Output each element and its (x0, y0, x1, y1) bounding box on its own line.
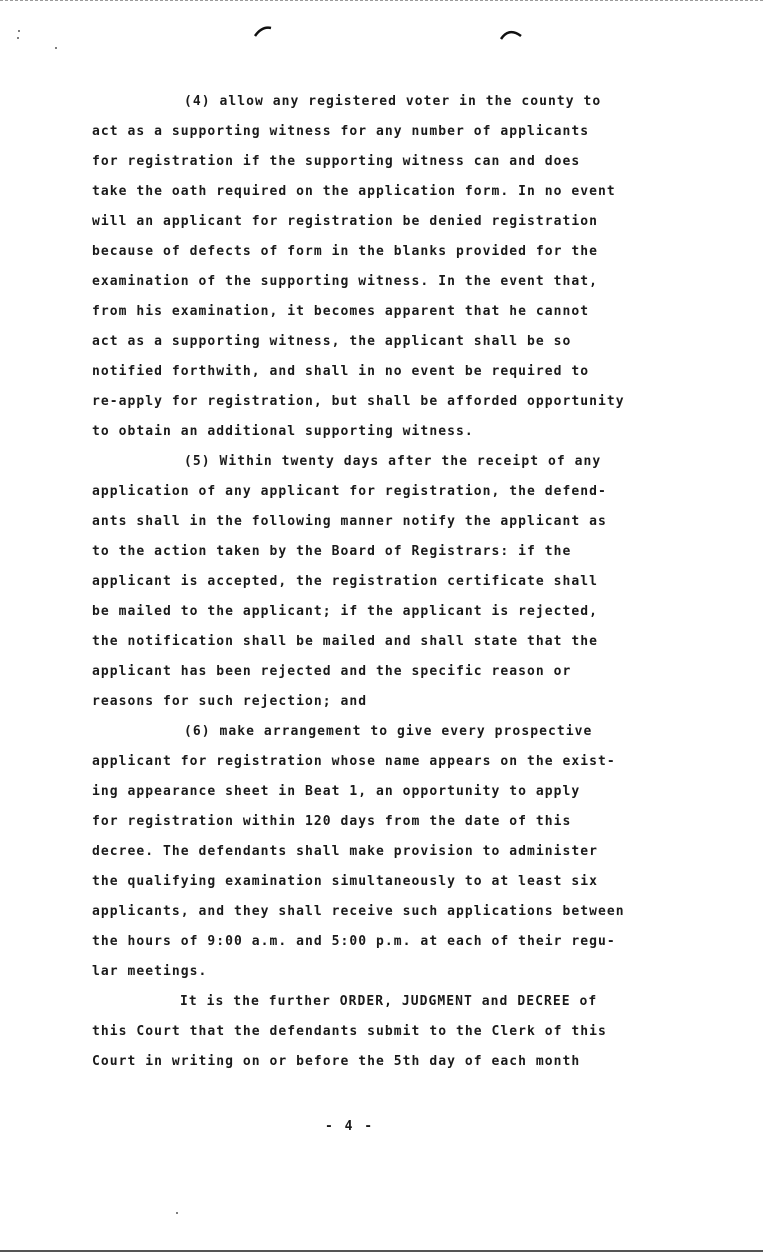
text-line: act as a supporting witness for any number of applicants (92, 124, 590, 139)
text-line: to the action taken by the Board of Registrars: if the (92, 544, 572, 559)
text-line: applicant has been rejected and the specific reason or (92, 664, 572, 679)
text-line: applicant for registration whose name appears on the exist- (92, 754, 616, 769)
text-line: applicants, and they shall receive such applications between (92, 904, 625, 919)
text-line: It is the further ORDER, JUDGMENT and DECREE of (180, 994, 598, 1009)
text-line: to obtain an additional supporting witness. (92, 424, 474, 439)
paragraph-5 (92, 447, 652, 717)
text-line: for registration within 120 days from the date of this (92, 814, 572, 829)
text-line: (4) allow any registered voter in the county to (184, 94, 602, 109)
text-line: because of defects of form in the blanks provided for the (92, 244, 598, 259)
text-line: will an applicant for registration be denied registration (92, 214, 598, 229)
text-line: examination of the supporting witness. In the event that, (92, 274, 598, 289)
text-line: ing appearance sheet in Beat 1, an opportunity to apply (92, 784, 581, 799)
paragraph-6 (92, 717, 652, 987)
bottom-page-edge (0, 1250, 763, 1252)
scan-speck (55, 47, 57, 49)
text-line: notified forthwith, and shall in no event be required to (92, 364, 590, 379)
text-line: reasons for such rejection; and (92, 694, 368, 709)
paragraph-4 (92, 87, 652, 447)
text-line: the qualifying examination simultaneously to at least six (92, 874, 598, 889)
text-line: from his examination, it becomes apparent that he cannot (92, 304, 590, 319)
text-line: take the oath required on the application form. In no event (92, 184, 616, 199)
text-line: ants shall in the following manner notify the applicant as (92, 514, 607, 529)
text-line: application of any applicant for registration, the defend- (92, 484, 607, 499)
page-number: - 4 - (325, 1119, 375, 1134)
top-page-edge (0, 0, 763, 1)
text-line: (5) Within twenty days after the receipt of any (184, 454, 602, 469)
binding-hole-mark-left (253, 25, 273, 37)
scan-speck (18, 30, 20, 32)
text-line: applicant is accepted, the registration certificate shall (92, 574, 598, 589)
text-line: act as a supporting witness, the applicant shall be so (92, 334, 572, 349)
scan-speck (17, 37, 19, 39)
text-line: decree. The defendants shall make provision to administer (92, 844, 598, 859)
text-line: (6) make arrangement to give every prospective (184, 724, 593, 739)
text-line: re-apply for registration, but shall be afforded opportunity (92, 394, 625, 409)
text-line: lar meetings. (92, 964, 208, 979)
scan-speck (176, 1212, 178, 1214)
text-line: the hours of 9:00 a.m. and 5:00 p.m. at each of their regu- (92, 934, 616, 949)
document-body (92, 87, 652, 1077)
text-line: the notification shall be mailed and shall state that the (92, 634, 598, 649)
text-line: be mailed to the applicant; if the applicant is rejected, (92, 604, 598, 619)
binding-hole-mark-right (499, 27, 519, 39)
text-line: this Court that the defendants submit to the Clerk of this (92, 1024, 607, 1039)
text-line: Court in writing on or before the 5th day of each month (92, 1054, 581, 1069)
paragraph-order (92, 987, 652, 1077)
text-line: for registration if the supporting witness can and does (92, 154, 581, 169)
